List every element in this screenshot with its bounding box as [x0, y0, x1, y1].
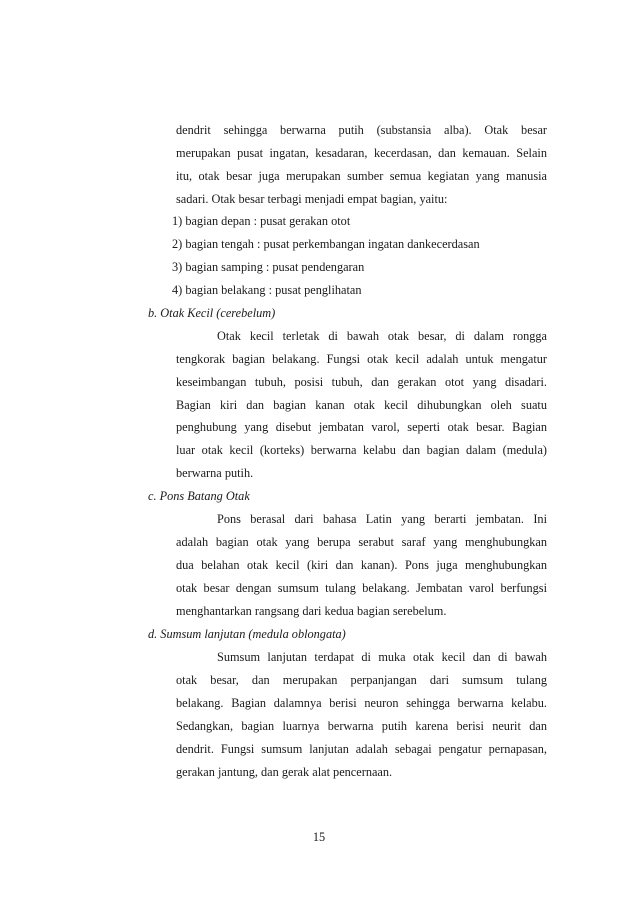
paragraph-line: luar otak kecil (korteks) berwarna kelabu dan bagian dalam (medula): [176, 443, 547, 457]
paragraph-line: Sedangkan, bagian luarnya berwarna putih karena berisi neurit dan: [176, 719, 547, 733]
list-item: 3) bagian samping : pusat pendengaran: [172, 260, 365, 274]
list-item: 2) bagian tengah : pusat perkembangan ingatan dankecerdasan: [172, 237, 480, 251]
paragraph-line: berwarna putih.: [176, 466, 254, 480]
paragraph-line: Otak kecil terletak di bawah otak besar, di dalam rongga: [217, 329, 547, 343]
paragraph-line: dendrit sehingga berwarna putih (substansia alba). Otak besar: [176, 123, 547, 137]
paragraph-line: penghubung yang disebut jembatan varol, seperti otak besar. Bagian: [176, 420, 547, 434]
paragraph-line: menghantarkan rangsang dari kedua bagian serebelum.: [176, 604, 447, 618]
paragraph-line: merupakan pusat ingatan, kesadaran, kecerdasan, dan kemauan. Selain: [176, 146, 547, 160]
paragraph-line: Bagian kiri dan bagian kanan otak kecil dihubungkan oleh suatu: [176, 398, 547, 412]
paragraph-line: dendrit. Fungsi sumsum lanjutan adalah sebagai pengatur pernapasan,: [176, 742, 547, 756]
paragraph-line: tengkorak bagian belakang. Fungsi otak kecil adalah untuk mengatur: [176, 352, 547, 366]
paragraph-line: belakang. Bagian dalamnya berisi neuron sehingga berwarna kelabu.: [176, 696, 547, 710]
list-item: 4) bagian belakang : pusat penglihatan: [172, 283, 362, 297]
section-heading: c. Pons Batang Otak: [148, 489, 250, 503]
paragraph-line: gerakan jantung, dan gerak alat pencernaan.: [176, 765, 393, 779]
paragraph-line: keseimbangan tubuh, posisi tubuh, dan gerakan otot yang disadari.: [176, 375, 547, 389]
paragraph-line: sadari. Otak besar terbagi menjadi empat bagian, yaitu:: [176, 192, 448, 206]
paragraph-line: otak besar dengan sumsum tulang belakang. Jembatan varol berfungsi: [176, 581, 547, 595]
paragraph-line: itu, otak besar juga merupakan sumber semua kegiatan yang manusia: [176, 169, 547, 183]
paragraph-line: dua belahan otak kecil (kiri dan kanan). Pons juga menghubungkan: [176, 558, 547, 572]
paragraph-line: otak besar, dan merupakan perpanjangan dari sumsum tulang: [176, 673, 547, 687]
paragraph-line: adalah bagian otak yang berupa serabut saraf yang menghubungkan: [176, 535, 547, 549]
section-heading: d. Sumsum lanjutan (medula oblongata): [148, 627, 346, 641]
section-heading: b. Otak Kecil (cerebelum): [148, 306, 276, 320]
paragraph-line: Sumsum lanjutan terdapat di muka otak kecil dan di bawah: [217, 650, 547, 664]
list-item: 1) bagian depan : pusat gerakan otot: [172, 214, 351, 228]
page-number: 15: [312, 830, 326, 844]
paragraph-line: Pons berasal dari bahasa Latin yang berarti jembatan. Ini: [217, 512, 547, 526]
